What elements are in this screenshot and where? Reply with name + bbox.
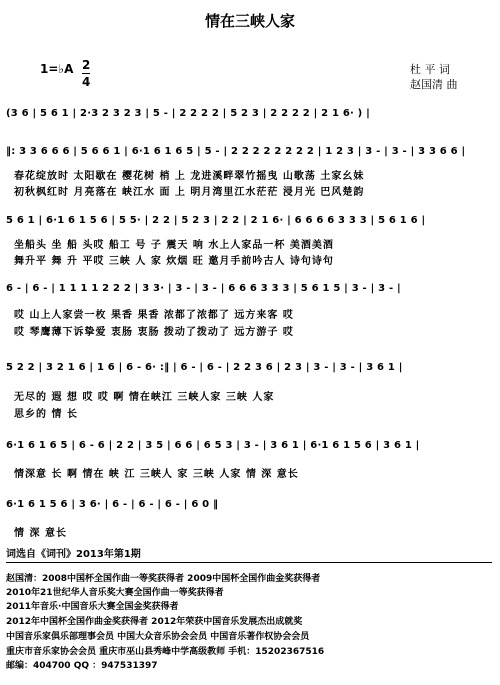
bio-line-1: 赵国清：2008中国杯全国作曲一等奖获得者 2009中国杯全国作曲金奖获得者 [6,574,321,584]
bio-line-3: 2011年音乐·中国音乐大赛全国金奖获得者 [6,602,179,612]
time-numerator: 2 [82,58,91,72]
lyric-line-5a: 无尽的 遐 想 哎 哎 啊 情在峡江 三峡人家 三峡 人家 [14,392,275,403]
lyric-line-3b: 舞升平 舞 升 平哎 三峡 人 家 炊烟 旺 邀月手前吟古人 诗句诗句 [14,256,334,267]
lyric-line-4b: 哎 琴鹰薄下诉挚爱 衷肠 衷肠 拨动了拨动了 远方游子 哎 [14,327,294,338]
time-denominator: 4 [82,75,91,89]
notation-line-4: 6 - | 6 - | 1 1 1 1 2 2 2 | 3 3· | 3 - | 3 - | 6 6 6 3 3 3 | 5 6 1 5 | 3 - | 3 - | [6,283,401,294]
divider [6,562,492,563]
bio-line-4: 2012年中国杯全国作曲金奖获得者 2012年荣获中国音乐发展杰出成就奖 [6,617,303,627]
notation-line-1: (3 6 | 5 6 1 | 2·3 2 3 2 3 | 5 - | 2 2 2 2 | 5 2 3 | 2 2 2 2 | 2 1 6· ) | [6,108,370,119]
lyric-line-2b: 初秋枫红时 月亮落在 峡江水 面 上 明月湾里江水茫茫 浸月光 巴风楚韵 [14,187,365,198]
song-title: 情在三峡人家 [204,12,295,30]
notation-line-2: ‖: 3 3 6 6 6 | 5 6 6 1 | 6·1 6 1 6 5 | 5 - | 2 2 2 2 2 2 2 2 | 1 2 3 | 3 - | 3 - | 3 3 6 6 | [6,146,466,157]
lyric-line-2a: 春花绽放时 太阳歇在 樱花树 梢 上 龙进溪畔翠竹摇曳 山歌荡 土家幺妹 [14,171,365,182]
time-fraction-bar [82,73,90,74]
lyric-line-3a: 坐船头 坐 船 头哎 船工 号 子 震天 响 水上人家品一杯 美酒美酒 [14,240,334,251]
source-note: 词选自《词刊》2013年第1期 [6,549,141,560]
key-signature: 1=♭A [40,62,74,76]
lyric-line-5b: 思乡的 情 长 [14,409,78,420]
bio-line-2: 2010年21世纪华人音乐奖大赛全国作曲一等奖获得者 [6,588,224,598]
notation-line-6: 6·1 6 1 6 5 | 6 - 6 | 2 2 | 3 5 | 6 6 | 6 5 3 | 3 - | 3 6 1 | 6·1 6 1 5 6 | 3 6 1 | [6,440,420,451]
lyric-line-4a: 哎 山上人家尝一枚 果香 果香 浓都了浓都了 远方来客 哎 [14,310,294,321]
credits [410,62,458,92]
notation-line-3: 5 6 1 | 6·1 6 1 5 6 | 5 5· | 2 2 | 5 2 3 | 2 2 | 2 1 6· | 6 6 6 6 3 3 3 | 5 6 1 6 | [6,215,426,226]
lyric-line-6a: 情深意 长 啊 情在 峡 江 三峡人 家 三峡 人家 情 深 意长 [14,469,299,480]
notation-line-5: 5 2 2 | 3 2 1 6 | 1 6 | 6 - 6· :‖ | 6 - | 6 - | 2 2 3 6 | 2 3 | 3 - | 3 - | 3 6 1 | [6,362,403,373]
composer-credit: 赵国清 曲 [410,78,458,91]
notation-line-7: 6·1 6 1 5 6 | 3 6· | 6 - | 6 - | 6 - | 6 0 ‖ [6,499,219,510]
bio-line-6: 重庆市音乐家协会会员 重庆市巫山县秀峰中学高级教师 手机：15202367516 [6,647,325,657]
lyric-line-7a: 情 深 意长 [14,528,67,539]
bio-line-7: 邮编：404700 QQ ：947531397 [6,661,158,671]
time-signature [82,58,90,89]
bio-line-5: 中国音乐家俱乐部理事会员 中国大众音乐协会会员 中国音乐著作权协会会员 [6,632,310,642]
lyricist-credit: 杜 平 词 [410,63,450,76]
